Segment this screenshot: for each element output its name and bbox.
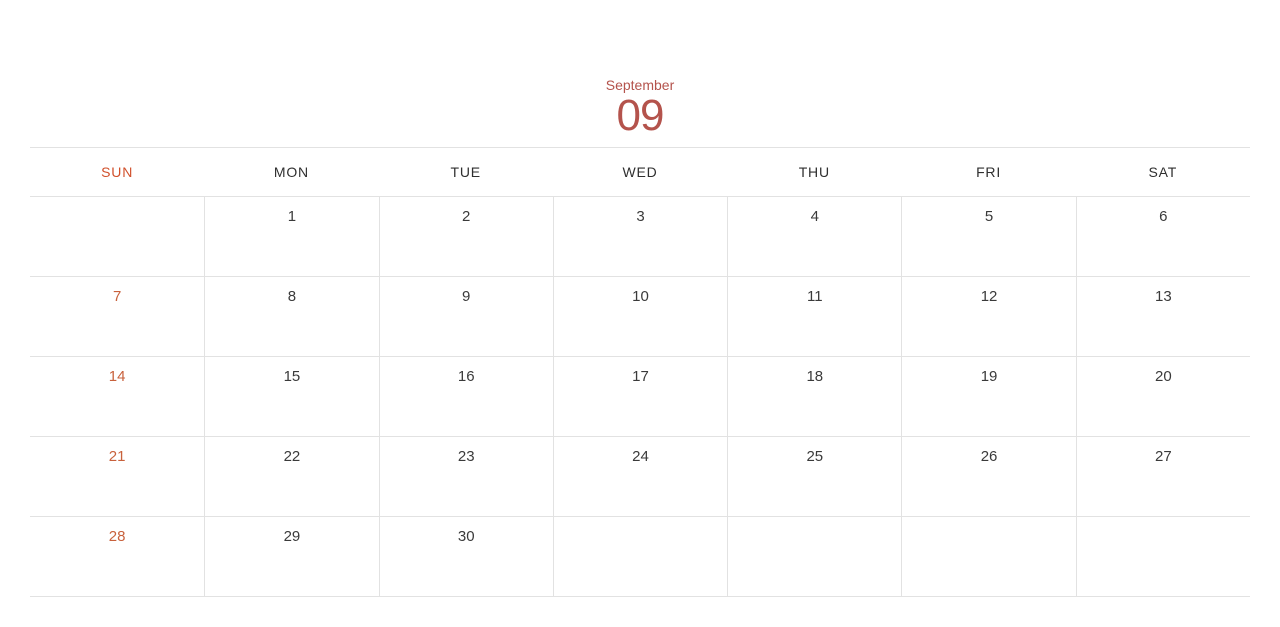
empty-cell: [553, 517, 727, 596]
day-cell-14[interactable]: 14: [108, 368, 126, 385]
day-cell-28[interactable]: 28: [108, 528, 126, 545]
day-cell-30[interactable]: 30: [379, 517, 553, 596]
weekday-header-thu: THU: [798, 164, 830, 180]
day-cell-8[interactable]: 8: [204, 277, 378, 356]
weekday-header-row: [30, 147, 1250, 197]
day-cell-22[interactable]: 22: [204, 437, 378, 516]
empty-cell: [901, 517, 1075, 596]
day-cell-7[interactable]: 7: [112, 288, 122, 305]
day-cell-13[interactable]: 13: [1076, 277, 1250, 356]
week-row-1: [30, 197, 1250, 277]
day-cell-6[interactable]: 6: [1076, 197, 1250, 276]
day-cell-10[interactable]: 10: [553, 277, 727, 356]
week-row-5: [30, 517, 1250, 597]
day-cell-9[interactable]: 9: [379, 277, 553, 356]
day-cell-23[interactable]: 23: [379, 437, 553, 516]
empty-cell: [1076, 517, 1250, 596]
weekday-header-fri: FRI: [976, 164, 1002, 180]
weekday-header-wed: WED: [622, 164, 658, 180]
day-cell-3[interactable]: 3: [553, 197, 727, 276]
empty-cell: [30, 197, 204, 276]
empty-cell: [727, 517, 901, 596]
day-cell-12[interactable]: 12: [901, 277, 1075, 356]
day-cell-26[interactable]: 26: [901, 437, 1075, 516]
week-row-4: [30, 437, 1250, 517]
weekday-header-tue: TUE: [450, 164, 481, 180]
day-cell-4[interactable]: 4: [727, 197, 901, 276]
month-number-label: 09: [616, 91, 664, 140]
day-cell-25[interactable]: 25: [727, 437, 901, 516]
week-row-2: [30, 277, 1250, 357]
weeks-container: [30, 197, 1250, 597]
week-row-3: [30, 357, 1250, 437]
day-cell-2[interactable]: 2: [379, 197, 553, 276]
day-cell-15[interactable]: 15: [204, 357, 378, 436]
day-cell-21[interactable]: 21: [108, 448, 126, 465]
month-name-label: September: [605, 77, 675, 93]
day-cell-24[interactable]: 24: [553, 437, 727, 516]
day-cell-5[interactable]: 5: [901, 197, 1075, 276]
day-cell-1[interactable]: 1: [204, 197, 378, 276]
day-cell-27[interactable]: 27: [1076, 437, 1250, 516]
day-cell-19[interactable]: 19: [901, 357, 1075, 436]
day-cell-20[interactable]: 20: [1076, 357, 1250, 436]
day-cell-18[interactable]: 18: [727, 357, 901, 436]
calendar-grid: [30, 147, 1250, 597]
weekday-header-sun: SUN: [101, 164, 134, 180]
day-cell-11[interactable]: 11: [727, 277, 901, 356]
day-cell-17[interactable]: 17: [553, 357, 727, 436]
weekday-header-sat: SAT: [1148, 164, 1178, 180]
calendar-title-block: [0, 0, 1280, 139]
weekday-header-mon: MON: [273, 164, 309, 180]
day-cell-29[interactable]: 29: [204, 517, 378, 596]
day-cell-16[interactable]: 16: [379, 357, 553, 436]
